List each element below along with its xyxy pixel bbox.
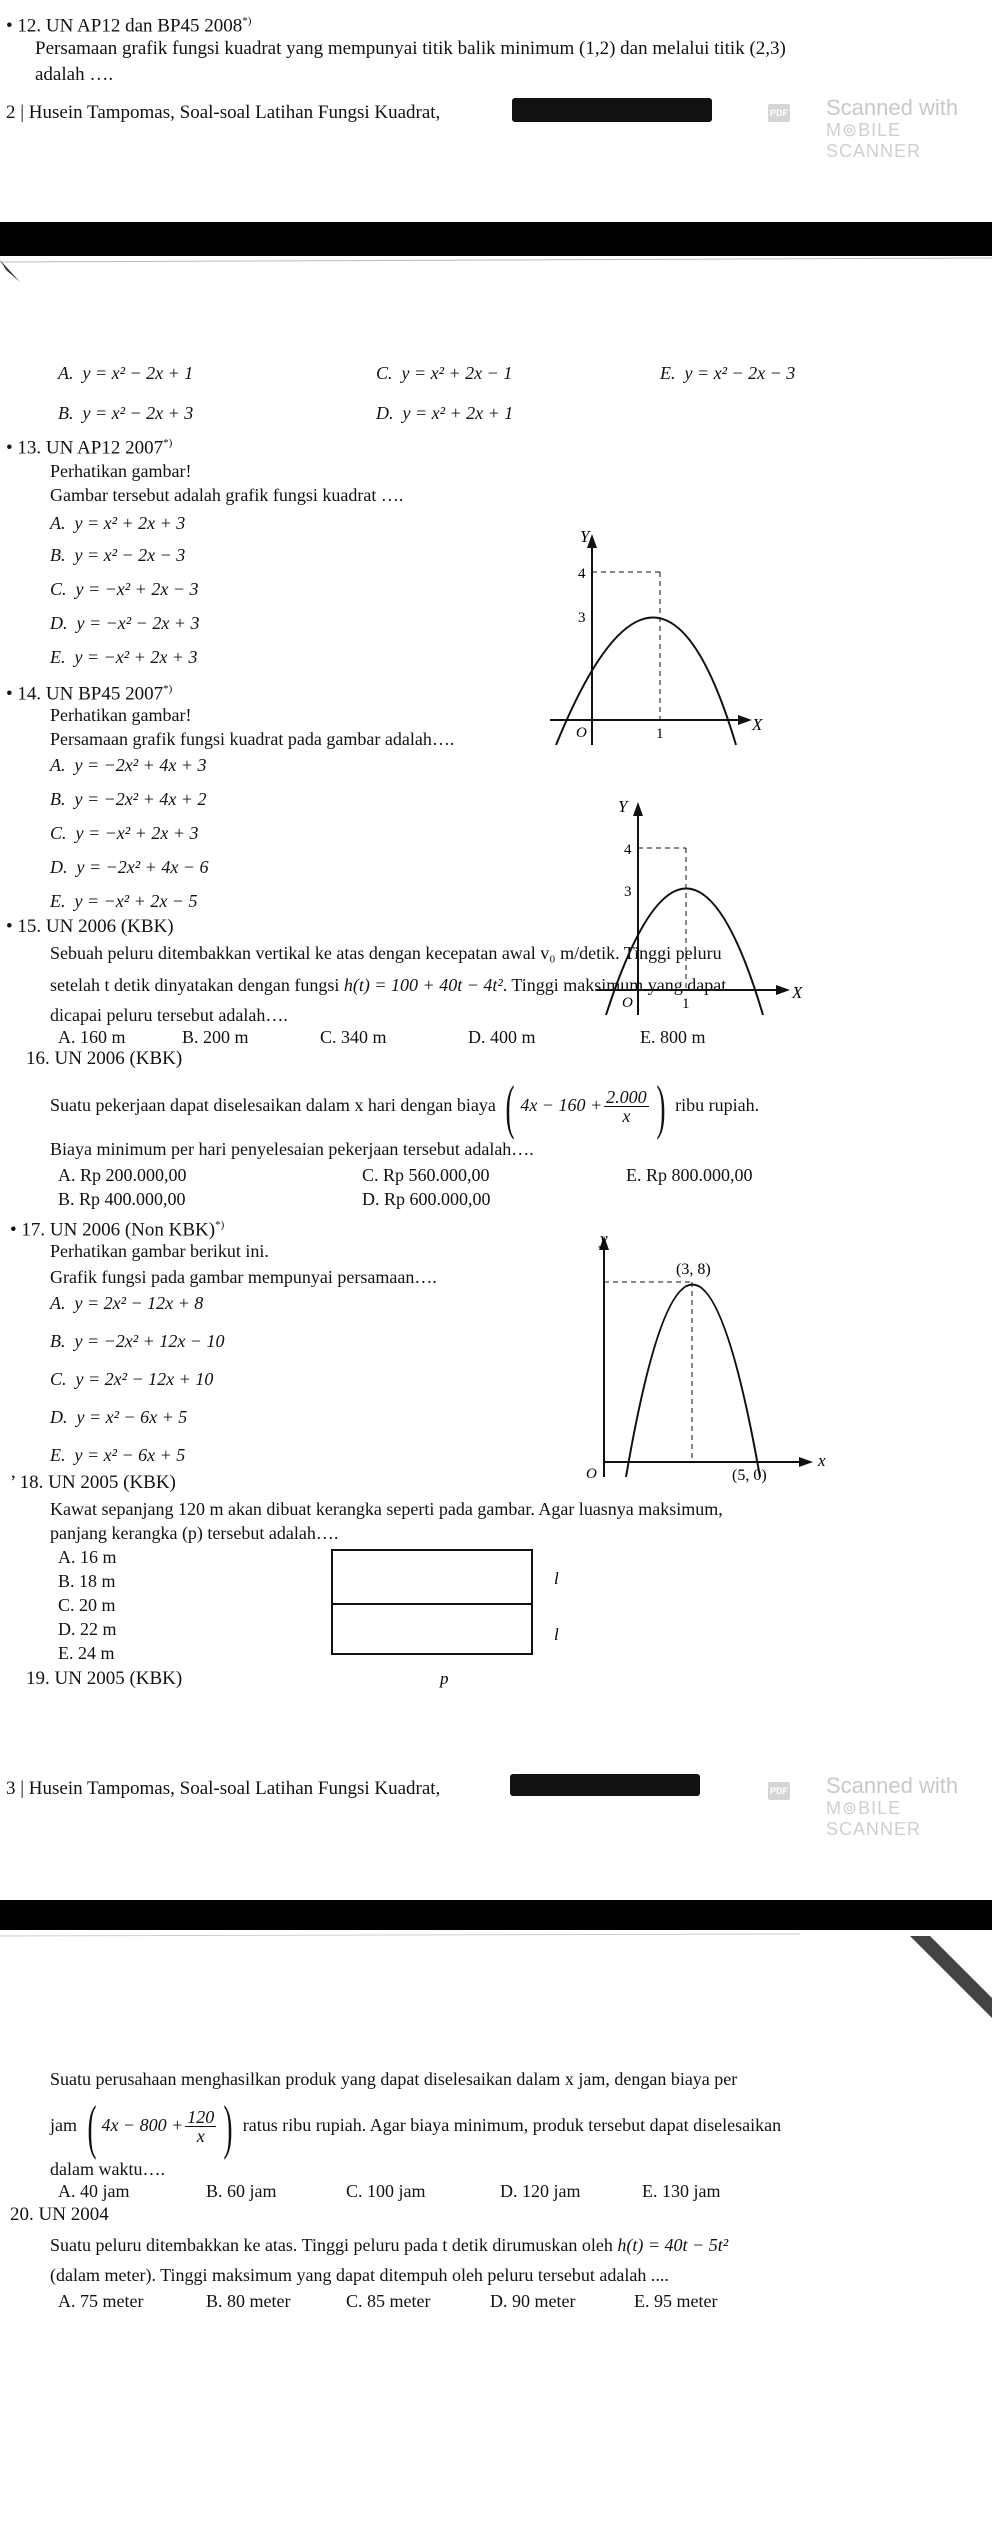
q12-option-a[interactable]: A. y = x² − 2x + 1 (58, 363, 194, 383)
q18-line1: Kawat sepanjang 120 m akan dibuat kerangka seperti pada gambar. Agar luasnya maksimum, (50, 1499, 723, 1519)
q14-intro: Perhatikan gambar! (50, 705, 192, 725)
q20-line2: (dalam meter). Tinggi maksimum yang dapat ditempuh oleh peluru tersebut adalah .... (50, 2265, 669, 2285)
q14-option-d[interactable]: D. y = −2x² + 4x − 6 (50, 857, 209, 877)
q12-option-c[interactable]: C. y = x² + 2x − 1 (376, 363, 513, 383)
side-label-bottom: l (554, 1625, 559, 1644)
q17-option-c[interactable]: C. y = 2x² − 12x + 10 (50, 1369, 214, 1389)
q18-option-e[interactable]: E. 24 m (58, 1643, 115, 1663)
q17-stem: Grafik fungsi pada gambar mempunyai persamaan…. (50, 1267, 437, 1287)
q15-line2: setelah t detik dinyatakan dengan fungsi h(t) = 100 + 40t − 4t². Tinggi maksimum yang dapat (50, 975, 727, 995)
scanner-watermark-brand: M⊚BILE SCANNER (826, 120, 922, 161)
pdf-icon: PDF (768, 104, 790, 122)
question-12-stem-line2: adalah …. (35, 64, 114, 85)
question-source: UN AP12 dan BP45 2008 (45, 15, 243, 37)
q20-option-a[interactable]: A. 75 meter (58, 2291, 144, 2311)
q17-option-a[interactable]: A. y = 2x² − 12x + 8 (50, 1293, 204, 1313)
q16-option-c[interactable]: C. Rp 560.000,00 (362, 1165, 490, 1185)
star-mark: *) (242, 15, 252, 27)
side-label-top: l (554, 1569, 559, 1588)
q14-option-c[interactable]: C. y = −x² + 2x + 3 (50, 823, 199, 843)
q19-option-e[interactable]: E. 130 jam (642, 2181, 721, 2201)
q18-option-c[interactable]: C. 20 m (58, 1595, 116, 1615)
q20-option-d[interactable]: D. 90 meter (490, 2291, 576, 2311)
q16-option-d[interactable]: D. Rp 600.000,00 (362, 1189, 491, 1209)
page-footer: 2 | Husein Tampomas, Soal-soal Latihan Fungsi Kuadrat, (6, 102, 441, 123)
q13-intro: Perhatikan gambar! (50, 461, 192, 481)
q15-option-a[interactable]: A. 160 m (58, 1027, 126, 1047)
q19-line3: dalam waktu…. (50, 2159, 165, 2179)
q19-line2: jam ( 4x − 800 + $\frac{120}{x}$ ) ratus ribu rupiah. Agar biaya minimum, produk tersebut dapat diselesaikan (50, 2093, 782, 2160)
q16-option-e[interactable]: E. Rp 800.000,00 (626, 1165, 753, 1185)
q13-option-a[interactable]: A. y = x² + 2x + 3 (50, 513, 186, 533)
redaction-bar (510, 1774, 700, 1796)
q16-line2: Biaya minimum per hari penyelesaian pekerjaan tersebut adalah…. (50, 1139, 534, 1159)
svg-text:y: y (600, 1229, 608, 1248)
question-14-heading: • 14. UN BP45 2007*) (6, 683, 173, 705)
root-point-label: (5, 0) (732, 1467, 767, 1484)
q19-option-a[interactable]: A. 40 jam (58, 2181, 130, 2201)
page-separator (0, 1900, 992, 1930)
q12-option-d[interactable]: D. y = x² + 2x + 1 (376, 403, 514, 423)
x-axis-label: X (752, 715, 763, 734)
q17-option-d[interactable]: D. y = x² − 6x + 5 (50, 1407, 188, 1427)
svg-text:x: x (818, 1451, 826, 1470)
q17-parabola-graph (574, 1229, 834, 1484)
page-footer: 3 | Husein Tampomas, Soal-soal Latihan Fungsi Kuadrat, (6, 1778, 441, 1799)
svg-text:X: X (792, 983, 803, 1002)
svg-text:O: O (586, 1466, 597, 1482)
q20-line1: Suatu peluru ditembakkan ke atas. Tinggi peluru pada t detik dirumuskan oleh h(t) = 40t − 5t² (50, 2235, 729, 2255)
q17-option-e[interactable]: E. y = x² − 6x + 5 (50, 1445, 186, 1465)
q18-frame-figure (330, 1548, 630, 1688)
q16-line1: Suatu pekerjaan dapat diselesaikan dalam x hari dengan biaya ( 4x − 160 + $\frac{2.000}{x}$ ) ribu rupiah. (50, 1073, 760, 1140)
q17-option-b[interactable]: B. y = −2x² + 12x − 10 (50, 1331, 225, 1351)
q15-option-e[interactable]: E. 800 m (640, 1027, 706, 1047)
svg-text:4: 4 (624, 842, 632, 858)
question-number: 12. (17, 15, 42, 37)
q15-line1: Sebuah peluru ditembakkan vertikal ke atas dengan kecepatan awal v₀ m/detik. Tinggi peluru (50, 943, 722, 963)
q13-stem: Gambar tersebut adalah grafik fungsi kuadrat …. (50, 485, 404, 505)
peak-y-label: 4 (578, 566, 586, 582)
q14-stem: Persamaan grafik fungsi kuadrat pada gambar adalah…. (50, 729, 455, 749)
q16-option-a[interactable]: A. Rp 200.000,00 (58, 1165, 187, 1185)
q13-option-e[interactable]: E. y = −x² + 2x + 3 (50, 647, 198, 667)
question-13-heading: • 13. UN AP12 2007*) (6, 437, 173, 459)
q14-option-a[interactable]: A. y = −2x² + 4x + 3 (50, 755, 207, 775)
q15-line3: dicapai peluru tersebut adalah…. (50, 1005, 288, 1025)
page-edge-shadow (0, 250, 992, 290)
q18-option-d[interactable]: D. 22 m (58, 1619, 117, 1639)
peak-point-label: (3, 8) (676, 1261, 711, 1278)
question-20-heading: 20. UN 2004 (10, 2204, 109, 2225)
q17-intro: Perhatikan gambar berikut ini. (50, 1241, 269, 1261)
q13-option-b[interactable]: B. y = x² − 2x − 3 (50, 545, 186, 565)
q14-option-e[interactable]: E. y = −x² + 2x − 5 (50, 891, 198, 911)
question-17-heading: • 17. UN 2006 (Non KBK)*) (10, 1219, 225, 1241)
q19-option-d[interactable]: D. 120 jam (500, 2181, 581, 2201)
q19-line1: Suatu perusahaan menghasilkan produk yang dapat diselesaikan dalam x jam, dengan biaya per (50, 2069, 738, 2089)
question-12-stem-line1: Persamaan grafik fungsi kuadrat yang mempunyai titik balik minimum (1,2) dan melalui titik (2,3) (35, 38, 786, 59)
q14-option-b[interactable]: B. y = −2x² + 4x + 2 (50, 789, 207, 809)
q19-option-b[interactable]: B. 60 jam (206, 2181, 277, 2201)
q18-option-a[interactable]: A. 16 m (58, 1547, 117, 1567)
q18-option-b[interactable]: B. 18 m (58, 1571, 116, 1591)
y-intercept-label: 3 (578, 610, 586, 626)
redaction-bar (512, 98, 712, 122)
q15-option-b[interactable]: B. 200 m (182, 1027, 249, 1047)
q18-line2: panjang kerangka (p) tersebut adalah…. (50, 1523, 339, 1543)
q20-option-b[interactable]: B. 80 meter (206, 2291, 291, 2311)
y-axis-label: Y (580, 527, 590, 546)
q20-option-e[interactable]: E. 95 meter (634, 2291, 718, 2311)
svg-text:O: O (622, 995, 633, 1011)
scanner-watermark-title: Scanned with (826, 95, 959, 120)
scanner-watermark-title: Scanned with (826, 1773, 959, 1798)
frame-rectangle (332, 1550, 532, 1654)
pdf-icon: PDF (768, 1782, 790, 1800)
q15-option-c[interactable]: C. 340 m (320, 1027, 387, 1047)
svg-text:1: 1 (682, 996, 690, 1012)
q12-option-b[interactable]: B. y = x² − 2x + 3 (58, 403, 194, 423)
q15-option-d[interactable]: D. 400 m (468, 1027, 536, 1047)
q13-option-d[interactable]: D. y = −x² − 2x + 3 (50, 613, 200, 633)
question-15-heading: • 15. UN 2006 (KBK) (6, 916, 174, 937)
question-18-heading: ’ 18. UN 2005 (KBK) (10, 1472, 176, 1493)
q13-parabola-graph (540, 527, 763, 750)
x-tick-label: 1 (656, 726, 664, 742)
page-edge-shadow (0, 1928, 992, 2028)
question-19-heading: 19. UN 2005 (KBK) (26, 1668, 183, 1689)
q19-option-c[interactable]: C. 100 jam (346, 2181, 426, 2201)
question-12-heading: • 12. UN AP12 dan BP45 2008*) (6, 15, 252, 37)
svg-text:Y: Y (618, 797, 628, 816)
q13-option-c[interactable]: C. y = −x² + 2x − 3 (50, 579, 199, 599)
q16-option-b[interactable]: B. Rp 400.000,00 (58, 1189, 186, 1209)
scanner-watermark-brand: M⊚BILE SCANNER (826, 1798, 922, 1839)
origin-label: O (576, 725, 587, 741)
svg-text:3: 3 (624, 884, 632, 900)
bottom-length-label: p (440, 1669, 449, 1688)
q20-option-c[interactable]: C. 85 meter (346, 2291, 431, 2311)
q12-option-e[interactable]: E. y = x² − 2x − 3 (660, 363, 796, 383)
question-16-heading: 16. UN 2006 (KBK) (26, 1048, 183, 1069)
